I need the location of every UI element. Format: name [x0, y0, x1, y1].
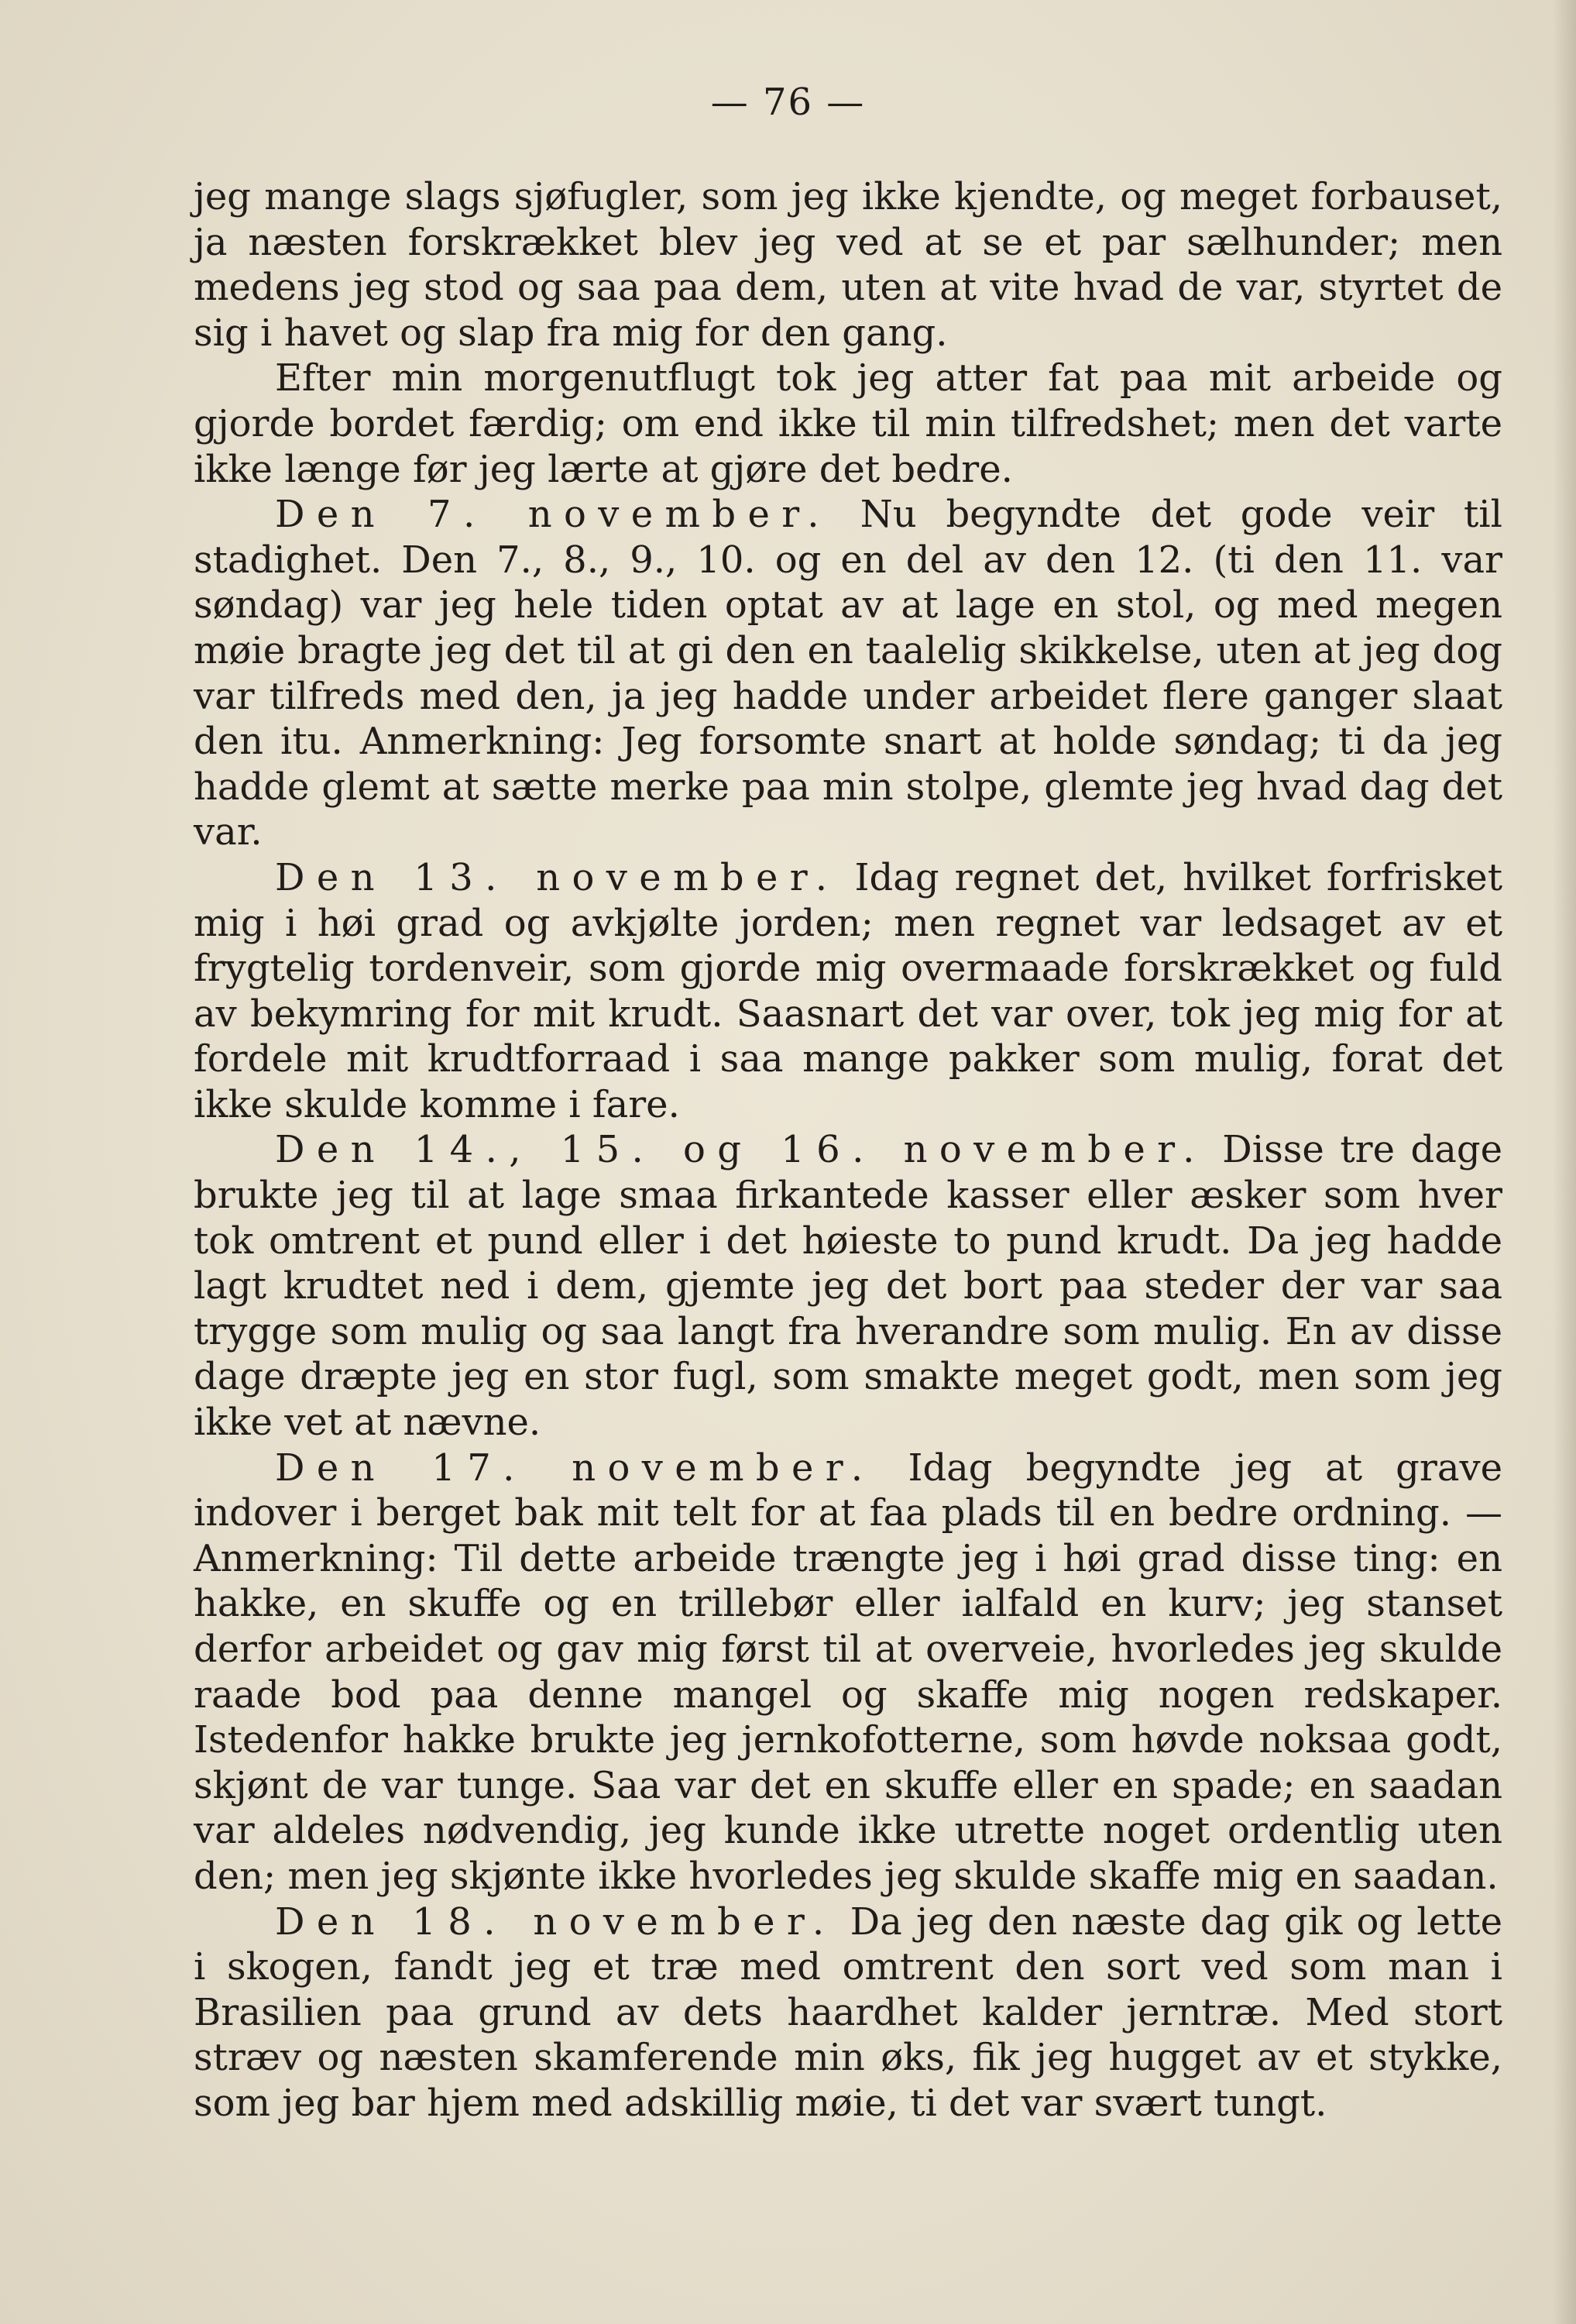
body-text — [194, 174, 1502, 2126]
paragraph-text: Idag regnet det, hvilket forfrisket mig i høi grad og avkjølte jorden; men regnet var ledsaget av et frygtelig tordenveir, som gjorde mig overmaade forskrækket og fuld av bekymring for mit krudt. Saasnart det var over, tok jeg mig for at fordele mit krudtforraad i saa mange pakker som mulig, forat det ikke skulde komme i fare. — [194, 855, 1502, 1126]
page-number: — 76 — — [710, 81, 866, 124]
paragraph-text: Efter min morgenutflugt tok jeg atter fat paa mit arbeide og gjorde bordet færdig; om end ikke til min tilfredshet; men det varte ikke længe før jeg lærte at gjøre det bedre. — [194, 356, 1502, 491]
entry-date: Den 18. november. — [275, 1899, 836, 1944]
paragraph — [194, 356, 1502, 492]
paragraph-text: Da jeg den næste dag gik og lette i skogen, fandt jeg et træ med omtrent den sort ved som man i Brasilien paa grund av dets haardhet kalder jerntræ. Med stort stræv og næsten skamferende min øks, fik jeg hugget av et stykke, som jeg bar hjem med adskillig møie, ti det var svært tungt. — [194, 1899, 1502, 2125]
entry-date: Den 7. november. — [275, 493, 831, 537]
diary-entry — [194, 855, 1502, 1128]
diary-entry — [194, 1899, 1502, 2126]
entry-date: Den 17. november. — [275, 1446, 875, 1490]
entry-date: Den 14., 15. og 16. november. — [275, 1128, 1207, 1172]
paragraph-text: jeg mange slags sjøfugler, som jeg ikke kjendte, og meget forbauset, ja næsten forskrækket blev jeg ved at se et par sælhunder; men medens jeg stod og saa paa dem, uten at vite hvad de var, styrtet de sig i havet og slap fra mig for den gang. — [194, 175, 1502, 355]
paragraph-text: Idag begyndte jeg at grave indover i berget bak mit telt for at faa plads til en bedre ordning. — Anmerkning: Til dette arbeide trængte jeg i høi grad disse ting: en hakke, en skuffe og en trillebør eller ialfald en kurv; jeg stanset derfor arbeidet og gav mig først til at overveie, hvorledes jeg skulde raade bod paa denne mangel og skaffe mig nogen redskaper. Istedenfor hakke brukte jeg jernkofotterne, som høvde noksaa godt, skjønt de var tunge. Saa var det en skuffe eller en spade; en saadan var aldeles nødvendig, jeg kunde ikke utrette noget ordentlig uten den; men jeg skjønte ikke hvorledes jeg skulde skaffe mig en saadan. — [194, 1446, 1502, 1898]
paragraph-text: Disse tre dage brukte jeg til at lage smaa firkantede kasser eller æsker som hver tok omtrent et pund eller i det høieste to pund krudt. Da jeg hadde lagt krudtet ned i dem, gjemte jeg det bort paa steder der var saa trygge som mulig og saa langt fra hverandre som mulig. En av disse dage dræpte jeg en stor fugl, som smakte meget godt, men som jeg ikke vet at nævne. — [194, 1128, 1502, 1445]
diary-entry — [194, 1446, 1502, 1899]
entry-date: Den 13. november. — [275, 855, 840, 899]
paragraph — [194, 174, 1502, 356]
page-edge-shadow — [1553, 0, 1576, 2324]
paragraph-text: Nu begyndte det gode veir til stadighet. Den 7., 8., 9., 10. og en del av den 12. (ti den 11. var søndag) var jeg hele tiden optat av at lage en stol, og med megen møie bragte jeg det til at gi den en taalelig skikkelse, uten at jeg dog var tilfreds med den, ja jeg hadde under arbeidet flere ganger slaat den itu. Anmerkning: Jeg forsomte snart at holde søndag; ti da jeg hadde glemt at sætte merke paa min stolpe, glemte jeg hvad dag det var. — [194, 493, 1502, 854]
diary-entry — [194, 1127, 1502, 1445]
diary-entry — [194, 492, 1502, 855]
